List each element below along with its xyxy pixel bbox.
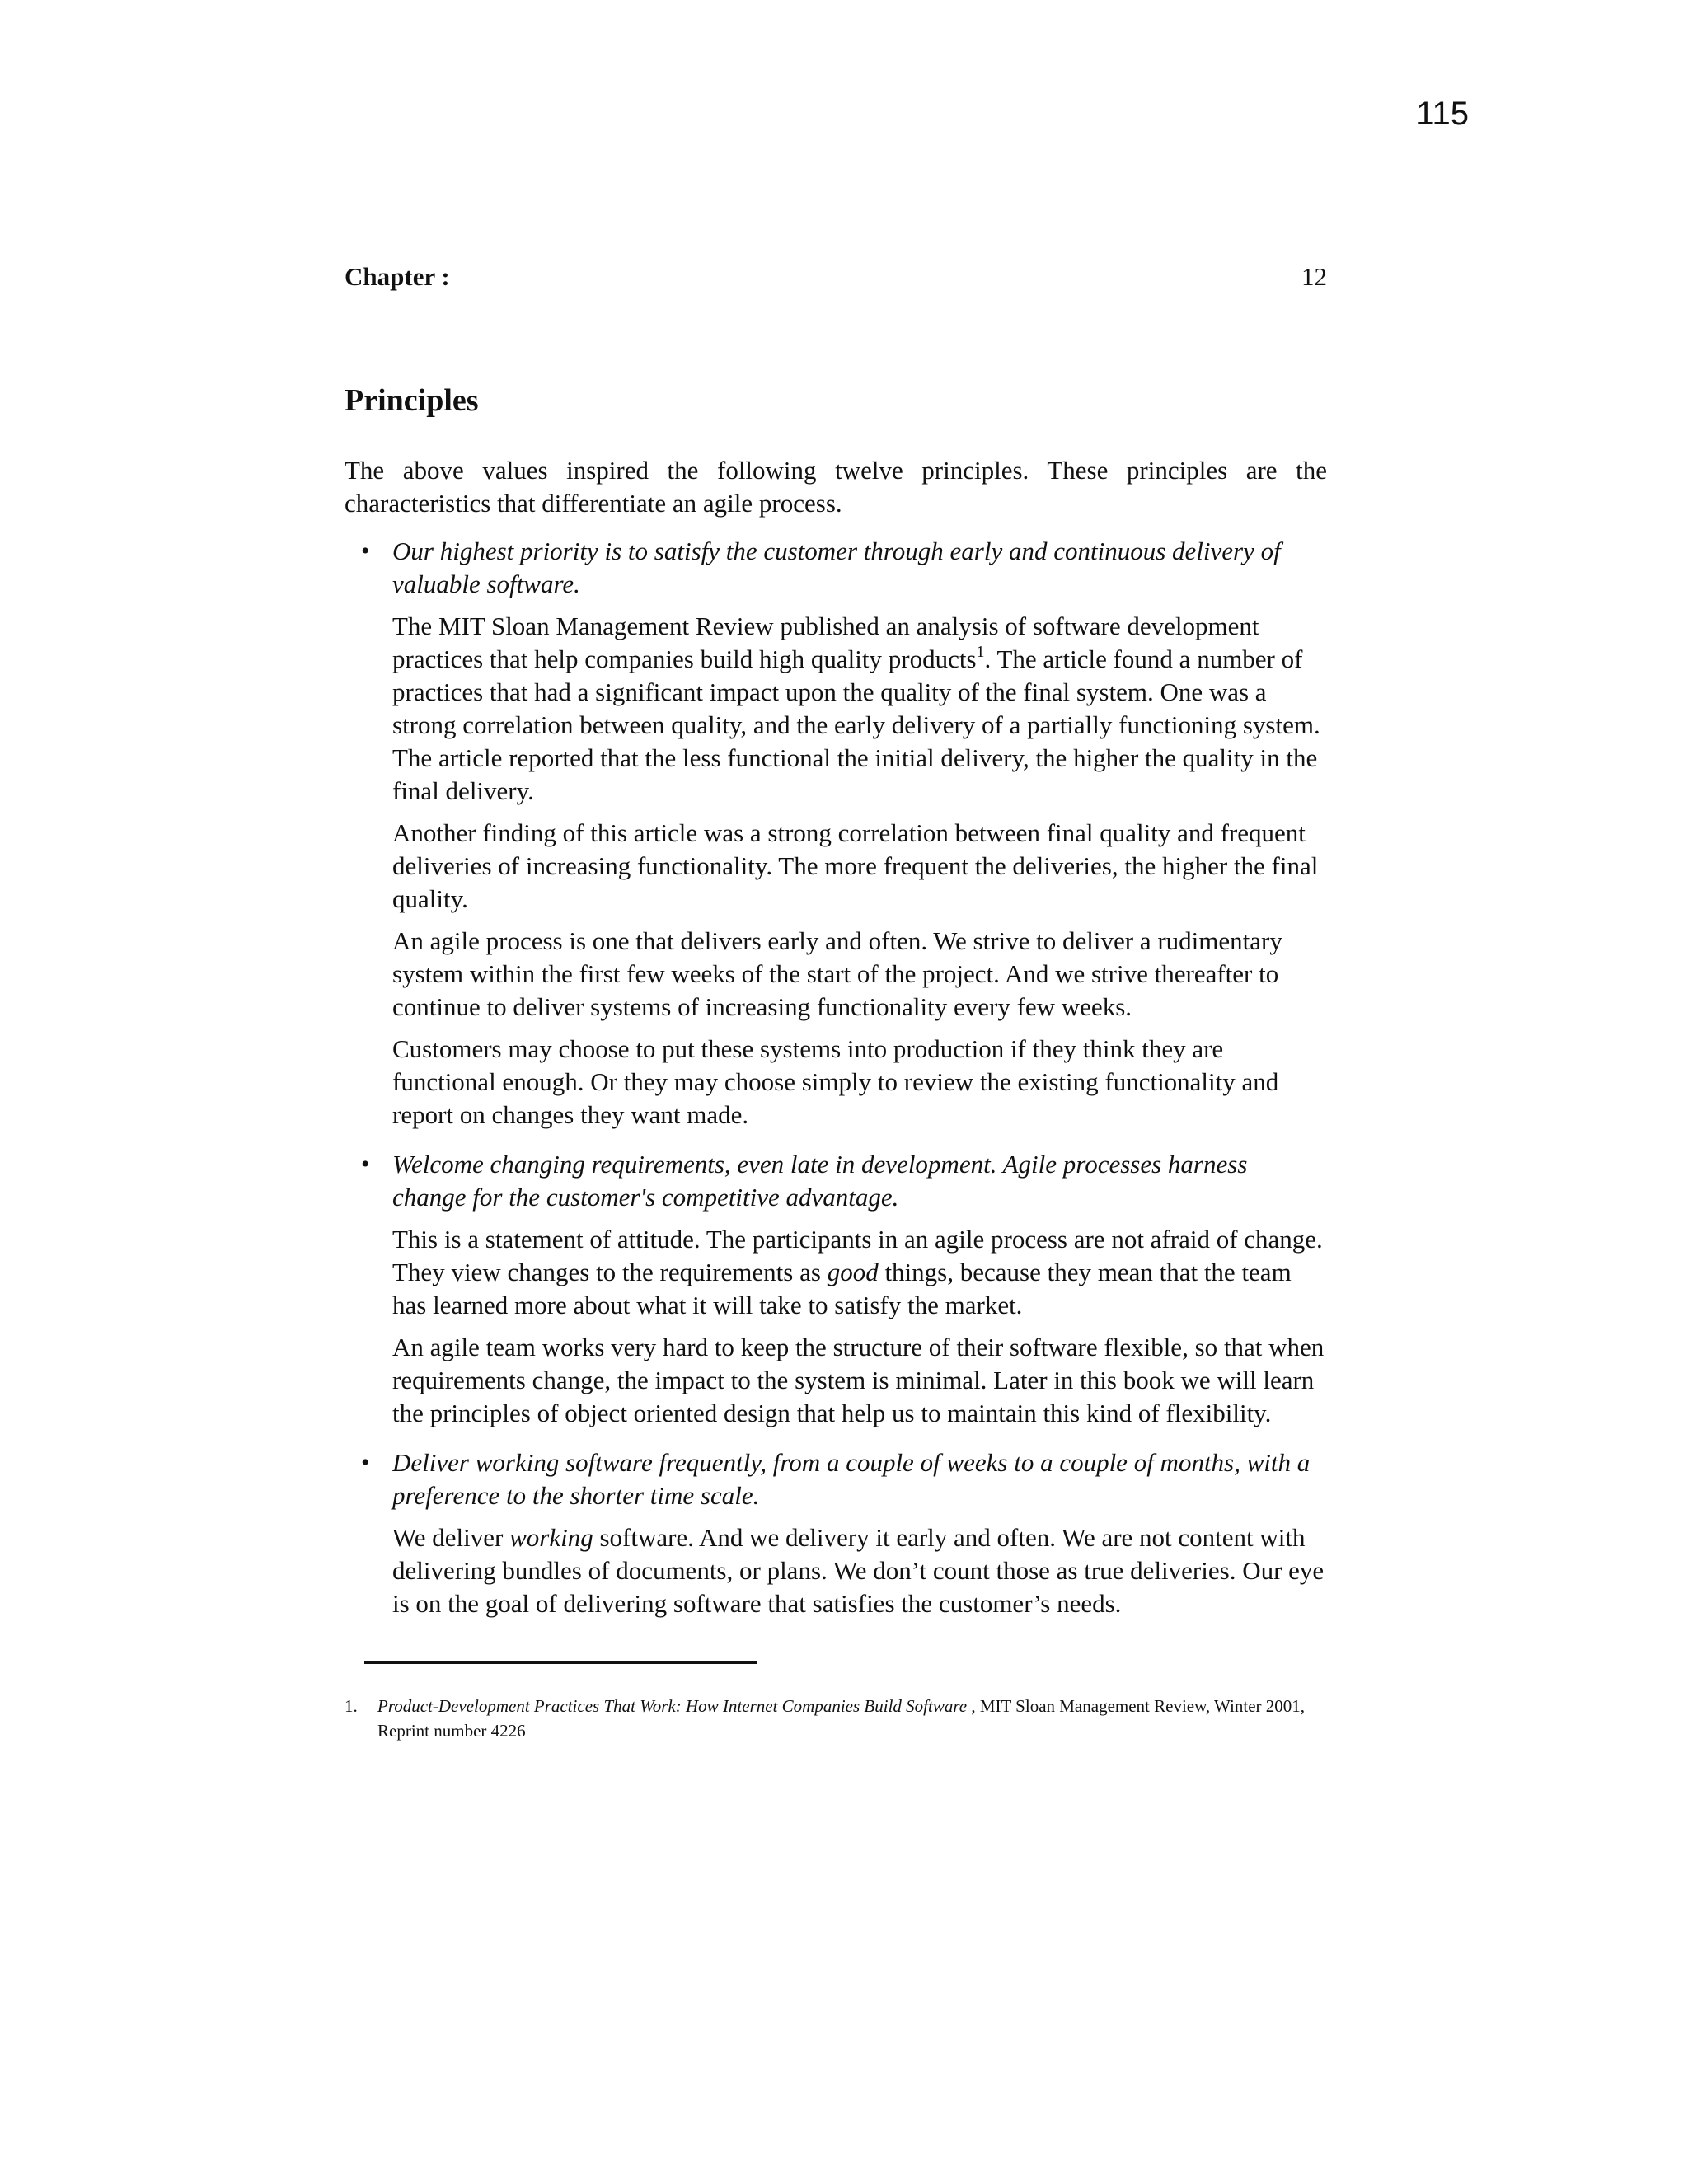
paragraph-text: things, because they mean that the team has learned more about what it will take to satisfy the market. [392,1258,1292,1319]
bullet-icon: • [361,1449,370,1476]
principle-statement: Deliver working software frequently, from a couple of weeks to a couple of months, with a preference to the shorter time scale. [392,1448,1311,1510]
principle-item [345,535,1327,1132]
principle-paragraph: An agile team works very hard to keep the structure of their software flexible, so that when requirements change, the impact to the system is minimal. Later in this book we will learn the principles of object oriented design that help us to maintain this kind of flexibility. [392,1333,1325,1427]
footnote-reference[interactable]: 1 [976,642,985,661]
page-content [345,264,1327,1743]
chapter-number: 12 [1301,262,1327,291]
bullet-icon: • [361,537,370,565]
chapter-label: Chapter : [345,262,450,291]
principle-item [345,1446,1327,1620]
principle-item [345,1148,1327,1430]
principle-paragraph: Another finding of this article was a strong correlation between final quality and frequent deliveries of increasing functionality. The more frequent the deliveries, the higher the final quality. [392,818,1319,913]
principle-paragraph: Customers may choose to put these systems into production if they think they are functional enough. Or they may choose simply to review the existing functionality and report on changes they want made. [392,1034,1279,1129]
running-header [345,264,1327,289]
principle-statement: Welcome changing requirements, even late in development. Agile processes harness change for the customer's competitive advantage. [392,1150,1248,1212]
principle-paragraph: An agile process is one that delivers early and often. We strive to deliver a rudimentary system within the first few weeks of the start of the project. And we strive thereafter to continue to deliver systems of increasing functionality every few weeks. [392,926,1282,1021]
page-number: 115 [1416,96,1469,132]
principle-statement: Our highest priority is to satisfy the customer through early and continuous delivery of valuable software. [392,537,1281,598]
footnote-source: , MIT Sloan Management Review, Winter 2001, Reprint number 4226 [377,1696,1306,1741]
emphasis-text: good [827,1258,879,1286]
intro-paragraph: The above values inspired the following twelve principles. These principles are the characteristics that differentiate an agile process. [345,456,1327,518]
footnote-number: 1. [345,1696,358,1716]
paragraph-text: The MIT Sloan Management Review published an analysis of software development practices that help companies build high quality products [392,612,1259,673]
paragraph-text: . The article found a number of practices that had a significant impact upon the quality of the final system. One was a strong correlation between quality, and the early delivery of a partially functioning system. The article reported that the less functional the initial delivery, the higher the quality in the final delivery. [392,644,1320,805]
footnote-divider [364,1661,757,1664]
principle-paragraph [392,610,1327,808]
paragraph-text: software. And we delivery it early and often. We are not content with delivering bundles of documents, or plans. We don’t count those as true deliveries. Our eye is on the goal of delivering software that satisfies the customer’s needs. [392,1523,1325,1618]
paragraph-text: This is a statement of attitude. The participants in an agile process are not afraid of change. They view changes to the requirements as [392,1225,1323,1286]
footnote-body [377,1694,1327,1743]
emphasis-text: working [509,1523,593,1552]
bullet-icon: • [361,1151,370,1178]
principle-paragraph [392,1223,1327,1322]
principle-paragraph [392,1521,1327,1620]
footnote [345,1694,1327,1743]
principles-list [345,535,1327,1620]
paragraph-text: We deliver [392,1523,510,1552]
footnote-title: Product-Development Practices That Work: How Internet Companies Build Software [377,1696,968,1716]
section-title: Principles [345,383,479,418]
